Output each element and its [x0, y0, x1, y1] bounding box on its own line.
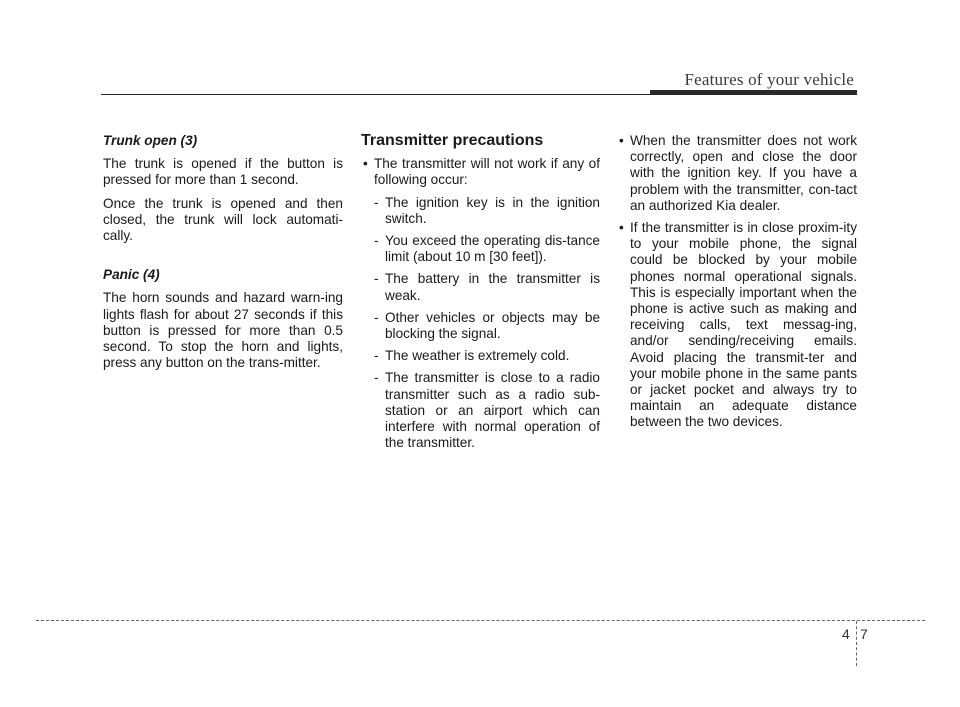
footer-divider — [856, 621, 857, 666]
trunk-paragraph-2: Once the trunk is opened and then closed, the trunk will lock automati-cally. — [103, 195, 343, 244]
transmitter-precautions-heading: Transmitter precautions — [361, 132, 544, 149]
page-number: 7 — [860, 626, 868, 642]
list-item — [361, 156, 600, 188]
condition-text: You exceed the operating dis-tance limit (about 10 m [30 feet]). — [385, 233, 600, 265]
list-item — [361, 271, 600, 303]
intro-bullet-text: The transmitter will not work if any of following occur: — [374, 156, 600, 188]
trunk-open-heading: Trunk open (3) — [103, 133, 198, 148]
dash-marker: - — [374, 348, 379, 364]
bullet-text: If the transmitter is in close proxim-ity to your mobile phone, the signal could be blocked by your mobile phones normal operational signals. This is especially important when the phone is active such as making and receiving calls, text messag-ing, and/or sending/receiving emails. Avoid placing the transmit-ter and your mobile phone in the same pants or jacket pocket and always try to maintain an adequate distance between the two devices. — [630, 220, 857, 430]
bullet-icon: • — [363, 156, 368, 172]
list-item — [361, 370, 600, 451]
list-item — [361, 195, 600, 227]
bullet-text: When the transmitter does not work correctly, open and close the door with the ignition key. If you have a problem with the transmitter, con-tact an authorized Kia dealer. — [630, 133, 857, 213]
list-item — [617, 133, 857, 214]
dash-marker: - — [374, 271, 379, 287]
condition-text: Other vehicles or objects may be blocking the signal. — [385, 309, 600, 342]
list-item — [361, 348, 600, 364]
bullet-icon: • — [619, 133, 624, 148]
condition-text: The battery in the transmitter is weak. — [385, 271, 600, 303]
right-column — [617, 133, 857, 437]
dash-marker: - — [374, 370, 379, 386]
bullet-icon: • — [619, 220, 624, 236]
footer-rule — [36, 620, 925, 621]
trunk-paragraph-1: The trunk is opened if the button is pressed for more than 1 second. — [103, 156, 343, 188]
panic-heading: Panic (4) — [103, 267, 160, 283]
chapter-number: 4 — [842, 626, 850, 642]
dash-marker: - — [374, 233, 379, 249]
list-item — [361, 233, 600, 265]
panic-paragraph: The horn sounds and hazard warn-ing lights flash for about 27 seconds if this button is pressed for more than 0.5 second. To stop the horn and lights, press any button on the trans-mitter. — [103, 290, 343, 371]
list-item — [361, 310, 600, 342]
condition-text: The ignition key is in the ignition switch. — [385, 194, 600, 226]
page-header-title: Features of your vehicle — [684, 70, 854, 89]
left-column — [103, 133, 343, 378]
dash-marker: - — [374, 309, 379, 325]
dash-marker: - — [374, 194, 379, 210]
condition-text: The transmitter is close to a radio transmitter such as a radio sub-station or an airport which can interfere with normal operation of the transmitter. — [385, 370, 600, 451]
list-item — [617, 220, 857, 431]
middle-column — [361, 133, 600, 457]
header-rule-accent — [650, 90, 857, 95]
condition-text: The weather is extremely cold. — [385, 348, 570, 364]
